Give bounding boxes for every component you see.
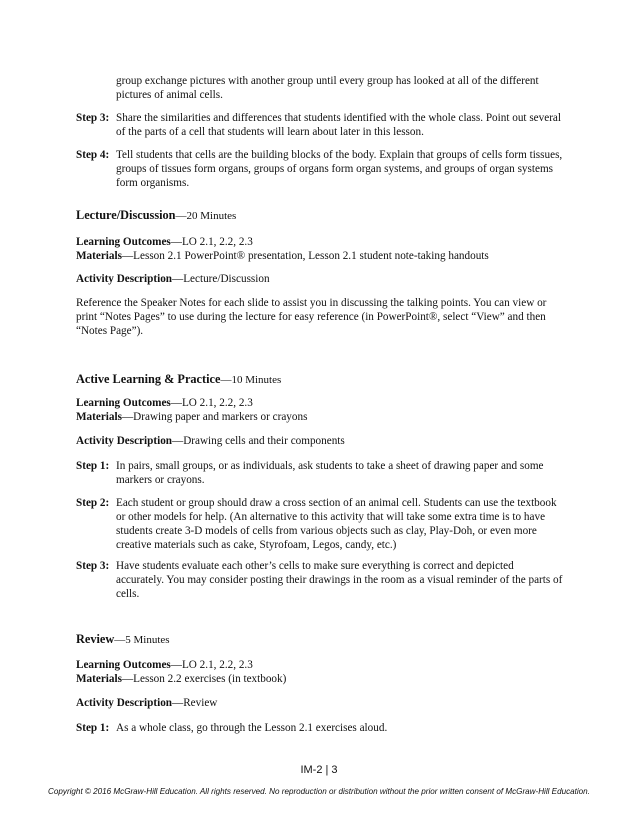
review-activity-label: Activity Description: [76, 697, 173, 709]
review-outcomes-label: Learning Outcomes: [76, 659, 171, 671]
active-heading: [76, 372, 281, 388]
lecture-heading: [76, 208, 236, 224]
lecture-outcomes-value: —LO 2.1, 2.2, 2.3: [170, 236, 253, 248]
lecture-paragraph: Reference the Speaker Notes for each slide to assist you in discussing the talking points. You can view or print “Notes Pages” to use during the lecture for easy reference (in PowerPoint®, select “View” and then “Notes Page”).: [76, 297, 547, 337]
copyright-notice: Copyright © 2016 McGraw-Hill Education. All rights reserved. No reproduction or distribution without the prior written consent of McGraw-Hill Education.: [48, 787, 590, 796]
intro-step-3-label: Step 3:: [76, 112, 110, 124]
active-outcomes: [76, 396, 253, 410]
lecture-duration: —20 Minutes: [175, 210, 237, 222]
active-activity: [76, 434, 345, 448]
lecture-activity-value: —Lecture/Discussion: [172, 273, 270, 285]
active-step-3-label: Step 3:: [76, 560, 110, 572]
lecture-materials: [76, 249, 489, 263]
review-step-1-label: Step 1:: [76, 722, 110, 734]
review-materials-value: —Lesson 2.2 exercises (in textbook): [121, 673, 287, 685]
lecture-activity: [76, 272, 270, 286]
active-materials-value: —Drawing paper and markers or crayons: [121, 411, 308, 423]
lecture-activity-label: Activity Description: [76, 273, 173, 285]
active-outcomes-value: —LO 2.1, 2.2, 2.3: [170, 397, 253, 409]
page-number: IM-2 | 3: [300, 764, 338, 776]
active-step-3-text: Have students evaluate each other’s cells to make sure everything is correct and depicted accurately. You may consider posting their drawings in the room as a visual reminder of the parts of cells.: [116, 560, 563, 600]
review-materials-label: Materials: [76, 673, 122, 685]
review-title: Review: [76, 632, 115, 646]
review-activity: [76, 696, 217, 710]
intro-step-3-text: Share the similarities and differences that students identified with the whole class. Point out several of the parts of a cell that students will learn about later in this lesson.: [116, 112, 562, 138]
intro-continuation: group exchange pictures with another group until every group has looked at all of the different pictures of animal cells.: [116, 75, 539, 101]
intro-step-4-text: Tell students that cells are the building blocks of the body. Explain that groups of cells form tissues, groups of tissues form organs, groups of organs form organ systems, and groups of organ systems form organisms.: [116, 149, 563, 189]
active-duration: —10 Minutes: [220, 374, 282, 386]
review-activity-value: —Review: [172, 697, 218, 709]
active-step-2-text: Each student or group should draw a cross section of an animal cell. Students can use the textbook or other models for help. (An alternative to this activity that will take some extra time is to have students create 3-D models of cells from various objects such as clay, Play-Doh, or even more creative materials such as cake, Styrofoam, Legos, candy, etc.): [116, 497, 557, 551]
active-materials-label: Materials: [76, 411, 122, 423]
active-step-1-label: Step 1:: [76, 460, 110, 472]
active-step-1-text: In pairs, small groups, or as individuals, ask students to take a sheet of drawing paper and some markers or crayons.: [116, 460, 544, 486]
active-activity-label: Activity Description: [76, 435, 173, 447]
active-materials: [76, 410, 307, 424]
review-duration: —5 Minutes: [114, 634, 170, 646]
lecture-materials-label: Materials: [76, 250, 122, 262]
review-step-1-text: As a whole class, go through the Lesson 2.1 exercises aloud.: [116, 722, 388, 734]
lecture-materials-value: —Lesson 2.1 PowerPoint® presentation, Lesson 2.1 student note-taking handouts: [121, 250, 489, 262]
active-activity-value: —Drawing cells and their components: [172, 435, 345, 447]
intro-step-4-label: Step 4:: [76, 149, 110, 161]
review-outcomes-value: —LO 2.1, 2.2, 2.3: [170, 659, 253, 671]
lecture-title: Lecture/Discussion: [76, 208, 176, 222]
lecture-outcomes: [76, 235, 253, 249]
active-outcomes-label: Learning Outcomes: [76, 397, 171, 409]
review-materials: [76, 672, 286, 686]
lecture-outcomes-label: Learning Outcomes: [76, 236, 171, 248]
active-title: Active Learning & Practice: [76, 372, 221, 386]
review-outcomes: [76, 658, 253, 672]
active-step-2-label: Step 2:: [76, 497, 110, 509]
review-heading: [76, 632, 170, 648]
